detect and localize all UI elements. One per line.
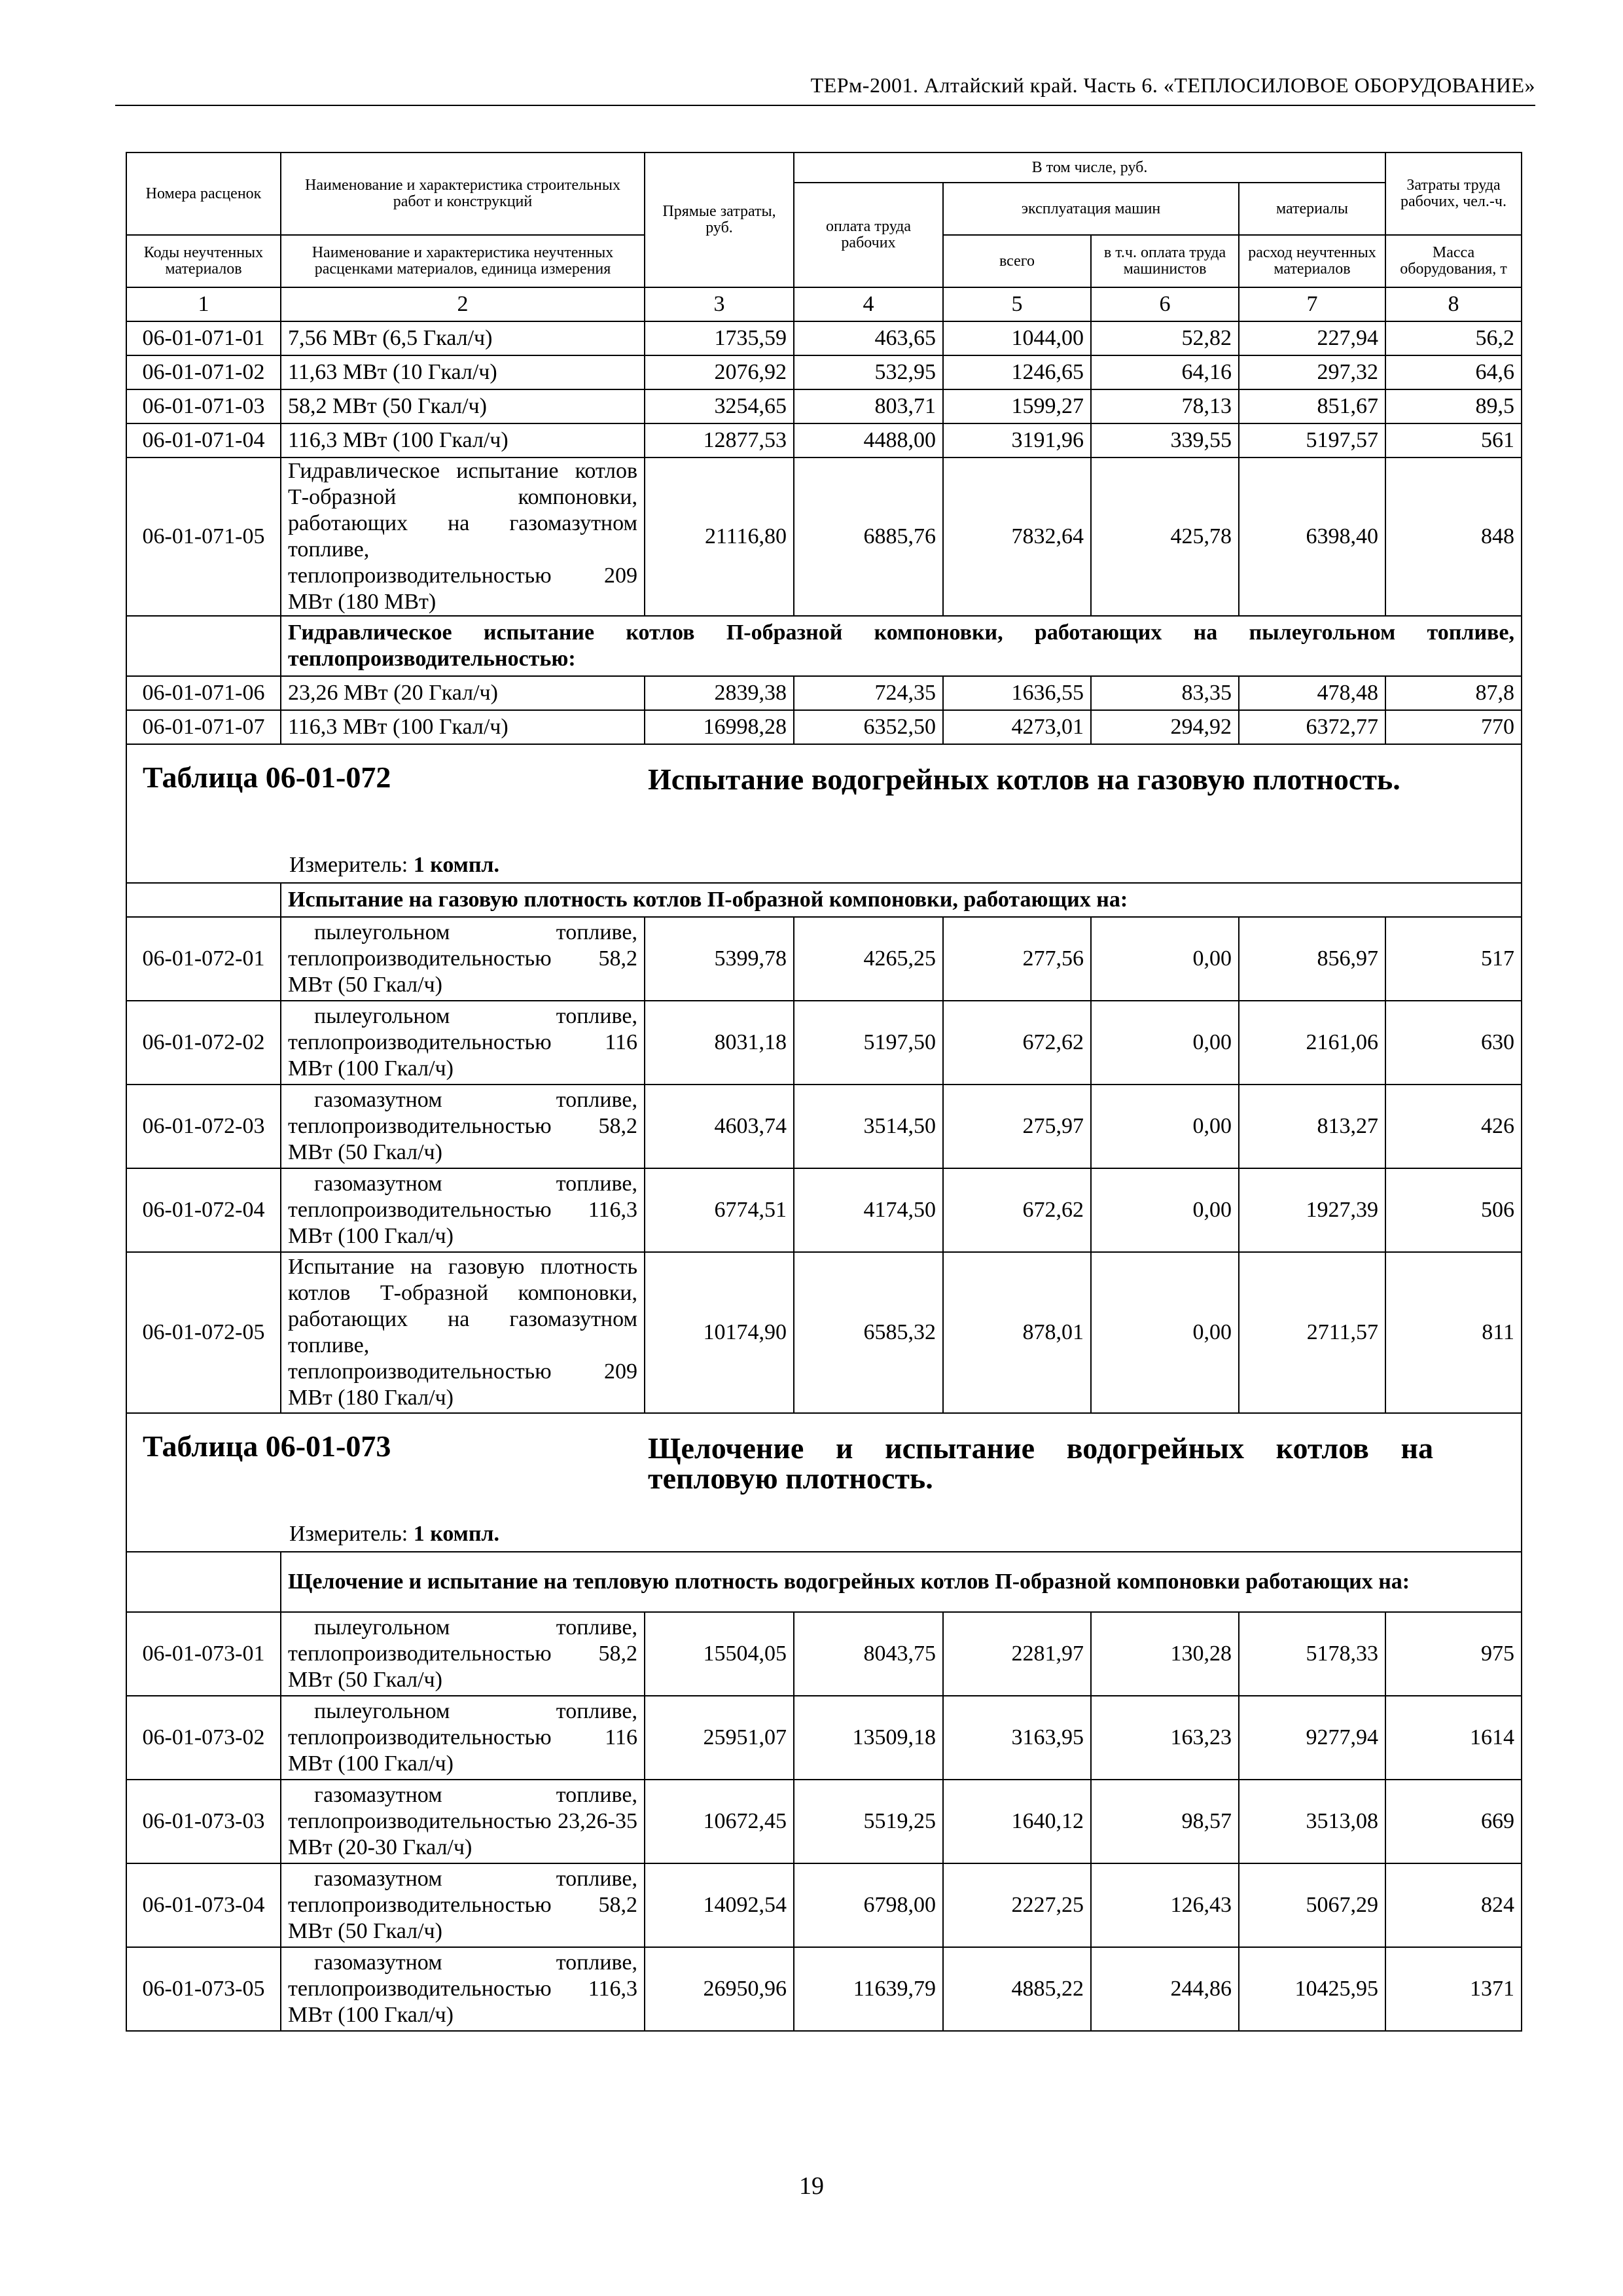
col-labor: Затраты труда рабочих, чел.-ч. [1385, 152, 1522, 235]
header-title: ТЕРм-2001. Алтайский край. Часть 6. «ТЕПЛОСИЛОВОЕ ОБОРУДОВАНИЕ» [810, 73, 1535, 97]
rate-name: газомазутном топливе, теплопроизводительностью 58,2 МВт (50 Гкал/ч) [281, 1863, 645, 1947]
unit-label: Измеритель: [289, 1522, 408, 1546]
wage-cost: 5519,25 [794, 1780, 943, 1863]
col-num: 5 [943, 287, 1091, 321]
machines-total: 1044,00 [943, 321, 1091, 355]
materials-cost: 813,27 [1239, 1085, 1385, 1168]
wage-cost: 463,65 [794, 321, 943, 355]
labor-hours: 89,5 [1385, 389, 1522, 423]
rate-name: газомазутном топливе, теплопроизводительностью 58,2 МВт (50 Гкал/ч) [281, 1085, 645, 1168]
col-wage: оплата труда рабочих [794, 183, 943, 287]
table-number: Таблица 06-01-073 [143, 1429, 391, 1463]
labor-hours: 56,2 [1385, 321, 1522, 355]
machinist-wage: 0,00 [1091, 1085, 1239, 1168]
col-direct: Прямые затраты, руб. [645, 152, 794, 287]
col-machines: эксплуатация машин [943, 183, 1239, 235]
labor-hours: 770 [1385, 710, 1522, 744]
page-number: 19 [799, 2172, 824, 2200]
direct-cost: 2839,38 [645, 676, 794, 710]
materials-cost: 2161,06 [1239, 1001, 1385, 1085]
rate-name: Гидравлическое испытание котлов Т-образной компоновки, работающих на газомазутном топливе, теплопроизводительностью 209 МВт (180 МВт) [281, 457, 645, 616]
machines-total: 2227,25 [943, 1863, 1091, 1947]
group-code-cell [126, 883, 281, 917]
table-row [126, 457, 1522, 616]
materials-cost: 5197,57 [1239, 423, 1385, 457]
wage-cost: 6798,00 [794, 1863, 943, 1947]
group-code-cell [126, 1552, 281, 1612]
rate-name: пылеугольном топливе, теплопроизводительностью 58,2 МВт (50 Гкал/ч) [281, 1612, 645, 1696]
rate-name: 116,3 МВт (100 Гкал/ч) [281, 423, 645, 457]
machines-total: 1640,12 [943, 1780, 1091, 1863]
table-row [126, 1696, 1522, 1780]
wage-cost: 532,95 [794, 355, 943, 389]
group-heading: Щелочение и испытание на тепловую плотность водогрейных котлов П-образной компоновки работающих на: [281, 1552, 1522, 1612]
col-name-mat: Наименование и характеристика неучтенных расценками материалов, единица измерения [281, 235, 645, 287]
header-row-1 [126, 152, 1522, 183]
labor-hours: 669 [1385, 1780, 1522, 1863]
materials-cost: 10425,95 [1239, 1947, 1385, 2031]
machines-total: 2281,97 [943, 1612, 1091, 1696]
machinist-wage: 294,92 [1091, 710, 1239, 744]
rate-name: 7,56 МВт (6,5 Гкал/ч) [281, 321, 645, 355]
rate-code: 06-01-071-05 [126, 457, 281, 616]
labor-hours: 64,6 [1385, 355, 1522, 389]
materials-cost: 3513,08 [1239, 1780, 1385, 1863]
materials-cost: 851,67 [1239, 389, 1385, 423]
rate-name: газомазутном топливе, теплопроизводительностью 116,3 МВт (100 Гкал/ч) [281, 1168, 645, 1252]
materials-cost: 9277,94 [1239, 1696, 1385, 1780]
direct-cost: 10672,45 [645, 1780, 794, 1863]
machinist-wage: 339,55 [1091, 423, 1239, 457]
machinist-wage: 0,00 [1091, 1168, 1239, 1252]
section-heading-cell [126, 744, 1522, 883]
col-name: Наименование и характеристика строительных работ и конструкций [281, 152, 645, 235]
rate-code: 06-01-073-04 [126, 1863, 281, 1947]
machinist-wage: 126,43 [1091, 1863, 1239, 1947]
table-row [126, 1252, 1522, 1413]
rate-code: 06-01-071-01 [126, 321, 281, 355]
direct-cost: 5399,78 [645, 917, 794, 1001]
wage-cost: 803,71 [794, 389, 943, 423]
rate-code: 06-01-071-06 [126, 676, 281, 710]
machines-total: 878,01 [943, 1252, 1091, 1413]
group-row [126, 1552, 1522, 1612]
labor-hours: 824 [1385, 1863, 1522, 1947]
direct-cost: 15504,05 [645, 1612, 794, 1696]
machines-total: 1636,55 [943, 676, 1091, 710]
unit-value: 1 компл. [413, 853, 500, 877]
col-num: 6 [1091, 287, 1239, 321]
machines-total: 1246,65 [943, 355, 1091, 389]
direct-cost: 4603,74 [645, 1085, 794, 1168]
rate-name: Испытание на газовую плотность котлов Т-образной компоновки, работающих на газомазутном топливе, теплопроизводительностью 209 МВт (180 Гкал/ч) [281, 1252, 645, 1413]
rate-code: 06-01-073-02 [126, 1696, 281, 1780]
machines-total: 277,56 [943, 917, 1091, 1001]
table-section-072 [126, 744, 1522, 883]
direct-cost: 25951,07 [645, 1696, 794, 1780]
rate-code: 06-01-073-01 [126, 1612, 281, 1696]
table-number: Таблица 06-01-072 [143, 761, 391, 794]
rate-code: 06-01-072-02 [126, 1001, 281, 1085]
direct-cost: 6774,51 [645, 1168, 794, 1252]
labor-hours: 426 [1385, 1085, 1522, 1168]
rate-code: 06-01-071-02 [126, 355, 281, 389]
materials-cost: 6372,77 [1239, 710, 1385, 744]
machines-total: 4885,22 [943, 1947, 1091, 2031]
col-incl-rub: В том числе, руб. [794, 152, 1385, 183]
group-heading: Гидравлическое испытание котлов П-образной компоновки, работающих на пылеугольном топливе, теплопроизводительностью: [281, 616, 1522, 676]
table-row [126, 676, 1522, 710]
wage-cost: 4265,25 [794, 917, 943, 1001]
rate-code: 06-01-072-05 [126, 1252, 281, 1413]
wage-cost: 724,35 [794, 676, 943, 710]
machinist-wage: 83,35 [1091, 676, 1239, 710]
machines-total: 1599,27 [943, 389, 1091, 423]
group-heading: Испытание на газовую плотность котлов П-образной компоновки, работающих на: [281, 883, 1522, 917]
rate-name: 58,2 МВт (50 Гкал/ч) [281, 389, 645, 423]
machinist-wage: 163,23 [1091, 1696, 1239, 1780]
rate-code: 06-01-071-04 [126, 423, 281, 457]
col-num: 7 [1239, 287, 1385, 321]
rate-name: 23,26 МВт (20 Гкал/ч) [281, 676, 645, 710]
col-codes: Коды неучтенных материалов [126, 235, 281, 287]
direct-cost: 16998,28 [645, 710, 794, 744]
direct-cost: 3254,65 [645, 389, 794, 423]
machinist-wage: 0,00 [1091, 917, 1239, 1001]
materials-cost: 5178,33 [1239, 1612, 1385, 1696]
labor-hours: 87,8 [1385, 676, 1522, 710]
col-incl-wage: в т.ч. оплата труда машинистов [1091, 235, 1239, 287]
machines-total: 3191,96 [943, 423, 1091, 457]
col-num: 1 [126, 287, 281, 321]
rate-name: пылеугольном топливе, теплопроизводительностью 116 МВт (100 Гкал/ч) [281, 1001, 645, 1085]
table-row [126, 1085, 1522, 1168]
wage-cost: 8043,75 [794, 1612, 943, 1696]
direct-cost: 8031,18 [645, 1001, 794, 1085]
rate-name: газомазутном топливе, теплопроизводительностью 116,3 МВт (100 Гкал/ч) [281, 1947, 645, 2031]
machinist-wage: 0,00 [1091, 1001, 1239, 1085]
wage-cost: 13509,18 [794, 1696, 943, 1780]
column-numbers-row [126, 287, 1522, 321]
table-row [126, 1947, 1522, 2031]
materials-cost: 227,94 [1239, 321, 1385, 355]
group-row [126, 883, 1522, 917]
rate-code: 06-01-072-03 [126, 1085, 281, 1168]
labor-hours: 517 [1385, 917, 1522, 1001]
section-heading-cell [126, 1413, 1522, 1552]
wage-cost: 5197,50 [794, 1001, 943, 1085]
materials-cost: 856,97 [1239, 917, 1385, 1001]
table-row [126, 321, 1522, 355]
machinist-wage: 52,82 [1091, 321, 1239, 355]
group-row [126, 616, 1522, 676]
machinist-wage: 98,57 [1091, 1780, 1239, 1863]
materials-cost: 1927,39 [1239, 1168, 1385, 1252]
unit-label: Измеритель: [289, 853, 408, 877]
col-num: 4 [794, 287, 943, 321]
direct-cost: 10174,90 [645, 1252, 794, 1413]
unit-line [289, 852, 499, 878]
machinist-wage: 64,16 [1091, 355, 1239, 389]
labor-hours: 1371 [1385, 1947, 1522, 2031]
labor-hours: 975 [1385, 1612, 1522, 1696]
group-code-cell [126, 616, 281, 676]
wage-cost: 6885,76 [794, 457, 943, 616]
machinist-wage: 425,78 [1091, 457, 1239, 616]
table-title: Щелочение и испытание водогрейных котлов на тепловую плотность. [648, 1431, 1433, 1495]
col-consumption: расход неучтенных материалов [1239, 235, 1385, 287]
table-row [126, 1168, 1522, 1252]
wage-cost: 4174,50 [794, 1168, 943, 1252]
table-row [126, 423, 1522, 457]
machines-total: 672,62 [943, 1001, 1091, 1085]
machines-total: 275,97 [943, 1085, 1091, 1168]
table-section-073 [126, 1413, 1522, 1552]
wage-cost: 6352,50 [794, 710, 943, 744]
labor-hours: 811 [1385, 1252, 1522, 1413]
rate-code: 06-01-071-03 [126, 389, 281, 423]
table-title: Испытание водогрейных котлов на газовую плотность. [648, 762, 1400, 796]
direct-cost: 21116,80 [645, 457, 794, 616]
labor-hours: 1614 [1385, 1696, 1522, 1780]
rate-code: 06-01-071-07 [126, 710, 281, 744]
table-row [126, 1863, 1522, 1947]
machines-total: 4273,01 [943, 710, 1091, 744]
col-num: 8 [1385, 287, 1522, 321]
wage-cost: 4488,00 [794, 423, 943, 457]
rate-name: пылеугольном топливе, теплопроизводительностью 58,2 МВт (50 Гкал/ч) [281, 917, 645, 1001]
col-num: 2 [281, 287, 645, 321]
materials-cost: 2711,57 [1239, 1252, 1385, 1413]
rate-name: газомазутном топливе, теплопроизводительностью 23,26-35 МВт (20-30 Гкал/ч) [281, 1780, 645, 1863]
direct-cost: 2076,92 [645, 355, 794, 389]
rate-name: 116,3 МВт (100 Гкал/ч) [281, 710, 645, 744]
direct-cost: 12877,53 [645, 423, 794, 457]
table-row [126, 1001, 1522, 1085]
col-num: 3 [645, 287, 794, 321]
rate-code: 06-01-073-05 [126, 1947, 281, 2031]
rates-table [126, 152, 1522, 2032]
labor-hours: 848 [1385, 457, 1522, 616]
labor-hours: 561 [1385, 423, 1522, 457]
rate-code: 06-01-072-04 [126, 1168, 281, 1252]
table-row [126, 1612, 1522, 1696]
materials-cost: 6398,40 [1239, 457, 1385, 616]
machinist-wage: 78,13 [1091, 389, 1239, 423]
wage-cost: 3514,50 [794, 1085, 943, 1168]
table-row [126, 917, 1522, 1001]
unit-value: 1 компл. [413, 1522, 500, 1546]
col-rate-no: Номера расценок [126, 152, 281, 235]
col-materials: материалы [1239, 183, 1385, 235]
direct-cost: 1735,59 [645, 321, 794, 355]
table-row [126, 1780, 1522, 1863]
machinist-wage: 0,00 [1091, 1252, 1239, 1413]
rate-code: 06-01-072-01 [126, 917, 281, 1001]
rate-name: пылеугольном топливе, теплопроизводительностью 116 МВт (100 Гкал/ч) [281, 1696, 645, 1780]
unit-line [289, 1521, 499, 1547]
col-total: всего [943, 235, 1091, 287]
wage-cost: 11639,79 [794, 1947, 943, 2031]
materials-cost: 5067,29 [1239, 1863, 1385, 1947]
direct-cost: 26950,96 [645, 1947, 794, 2031]
table-row [126, 710, 1522, 744]
col-mass: Масса оборудования, т [1385, 235, 1522, 287]
machinist-wage: 244,86 [1091, 1947, 1239, 2031]
machines-total: 7832,64 [943, 457, 1091, 616]
machines-total: 672,62 [943, 1168, 1091, 1252]
table-row [126, 355, 1522, 389]
materials-cost: 297,32 [1239, 355, 1385, 389]
rate-name: 11,63 МВт (10 Гкал/ч) [281, 355, 645, 389]
table-row [126, 389, 1522, 423]
rate-code: 06-01-073-03 [126, 1780, 281, 1863]
wage-cost: 6585,32 [794, 1252, 943, 1413]
labor-hours: 506 [1385, 1168, 1522, 1252]
machinist-wage: 130,28 [1091, 1612, 1239, 1696]
machines-total: 3163,95 [943, 1696, 1091, 1780]
direct-cost: 14092,54 [645, 1863, 794, 1947]
labor-hours: 630 [1385, 1001, 1522, 1085]
materials-cost: 478,48 [1239, 676, 1385, 710]
running-header [115, 73, 1535, 106]
